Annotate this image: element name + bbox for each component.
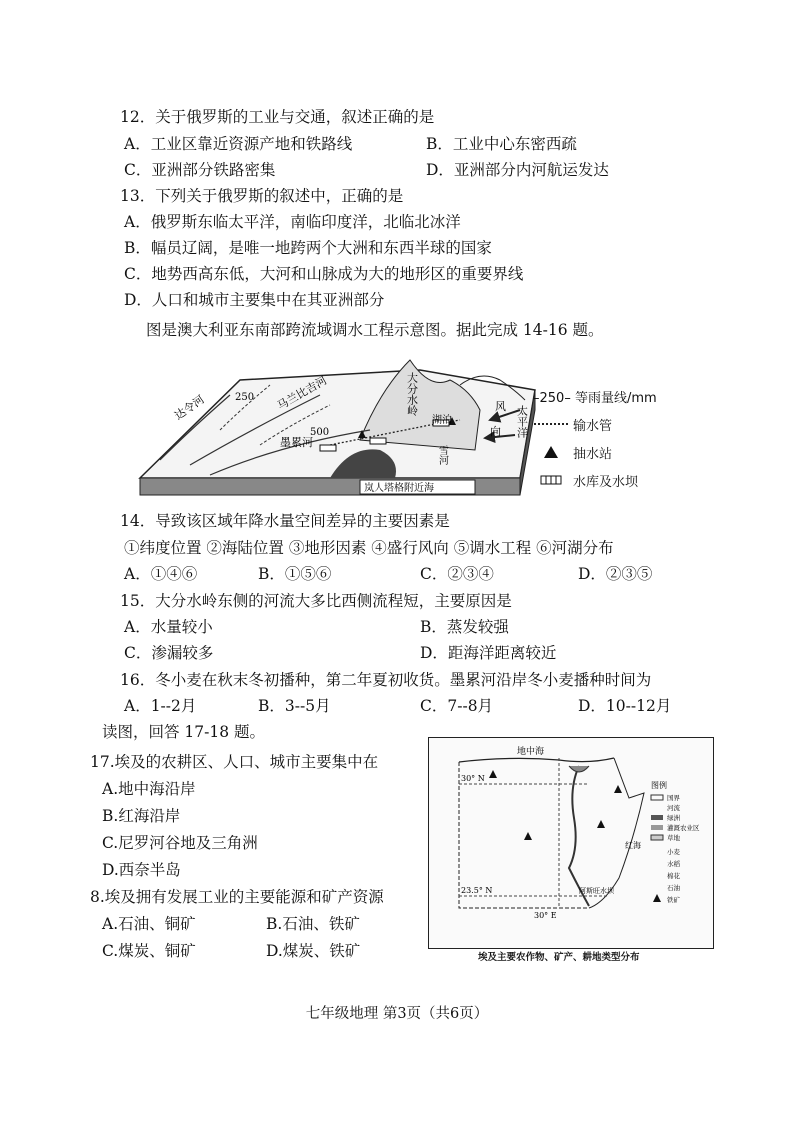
q18-option-a: A.石油、铜矿 bbox=[102, 915, 196, 933]
legend-isohyet bbox=[533, 385, 657, 407]
q14-stem: 14．导致该区域年降水量空间差异的主要因素是 bbox=[120, 512, 450, 530]
q13-option-c: C．地势西高东低，大河和山脉成为大的地形区的重要界线 bbox=[124, 265, 524, 283]
water-transfer-diagram bbox=[130, 350, 550, 500]
label-range: 大分水岭 bbox=[405, 372, 419, 416]
label-lake: 湖泊 bbox=[432, 415, 452, 426]
svg-text:河流: 河流 bbox=[667, 804, 680, 812]
svg-text:水稻: 水稻 bbox=[667, 860, 680, 868]
legend-pipe bbox=[533, 413, 657, 435]
diagram-legend bbox=[533, 385, 657, 497]
label-toward: 向 bbox=[490, 425, 501, 438]
page-footer: 七年级地理 第3页（共6页） bbox=[305, 1006, 489, 1022]
label-murrumbidgee: 马兰比吉河 bbox=[275, 373, 330, 413]
q17-option-a: A.地中海沿岸 bbox=[102, 780, 196, 798]
svg-text:石油: 石油 bbox=[667, 884, 680, 892]
q15-option-c: C．渗漏较多 bbox=[124, 644, 214, 662]
q17-stem: 17.埃及的农耕区、人口、城市主要集中在 bbox=[90, 753, 379, 771]
svg-text:小麦: 小麦 bbox=[667, 848, 680, 856]
q12-option-d: D．亚洲部分内河航运发达 bbox=[426, 161, 609, 179]
label-pacific: 太平洋 bbox=[515, 405, 529, 438]
q17-option-b: B.红海沿岸 bbox=[102, 807, 181, 825]
q16-option-d: D．10--12月 bbox=[578, 697, 672, 715]
svg-text:草地: 草地 bbox=[667, 834, 680, 842]
label-gulf: 岚人塔格附近海 bbox=[364, 483, 434, 494]
q18-stem: 8.埃及拥有发展工业的主要能源和矿产资源 bbox=[90, 888, 384, 906]
reservoir-dam-icon bbox=[533, 475, 569, 485]
q13-option-b: B．幅员辽阔，是唯一地跨两个大洲和东西半球的国家 bbox=[124, 239, 492, 257]
q15-option-d: D．距海洋距离较近 bbox=[420, 644, 557, 662]
q16-option-a: A．1--2月 bbox=[124, 697, 197, 715]
legend-dam bbox=[533, 469, 657, 491]
label-dam: 阿斯旺水坝 bbox=[579, 887, 614, 895]
q14-factors: ①纬度位置 ②海陆位置 ③地形因素 ④盛行风向 ⑤调水工程 ⑥河湖分布 bbox=[124, 539, 614, 557]
q14-option-b: B．①⑤⑥ bbox=[258, 565, 332, 583]
label-darling: 达令河 bbox=[172, 392, 207, 423]
legend-pump-text: 抽水站 bbox=[573, 446, 613, 462]
label-lon30: 30° E bbox=[534, 911, 557, 920]
q16-option-b: B．3--5月 bbox=[258, 697, 331, 715]
label-mediterranean: 地中海 bbox=[517, 747, 545, 757]
intro-17-18: 读图，回答 17-18 题。 bbox=[102, 723, 266, 741]
pump-station-icon bbox=[533, 446, 569, 458]
q15-stem: 15．大分水岭东侧的河流大多比西侧流程短，主要原因是 bbox=[120, 592, 512, 610]
label-iso500: 500 bbox=[310, 427, 330, 438]
legend-pump bbox=[533, 441, 657, 463]
q16-option-c: C．7--8月 bbox=[420, 697, 494, 715]
q18-option-c: C.煤炭、铜矿 bbox=[102, 942, 196, 960]
svg-text:铁矿: 铁矿 bbox=[667, 896, 680, 904]
egypt-legend-title: 图例 bbox=[651, 781, 667, 790]
label-snowy: 雪河 bbox=[436, 445, 448, 465]
q12-stem: 12．关于俄罗斯的工业与交通，叙述正确的是 bbox=[120, 108, 435, 126]
q13-option-d: D．人口和城市主要集中在其亚洲部分 bbox=[124, 291, 385, 309]
intro-14-16: 图是澳大利亚东南部跨流域调水工程示意图。据此完成 14-16 题。 bbox=[146, 321, 604, 339]
q16-stem: 16．冬小麦在秋末冬初播种，第二年夏初收货。墨累河沿岸冬小麦播种时间为 bbox=[120, 671, 652, 689]
pipe-icon bbox=[533, 421, 569, 427]
q14-option-c: C．②③④ bbox=[420, 565, 494, 583]
label-lat235: 23.5° N bbox=[461, 886, 493, 895]
q12-option-b: B．工业中心东密西疏 bbox=[426, 135, 577, 153]
reservoir-dam-icon bbox=[370, 438, 386, 444]
q15-option-b: B．蒸发较强 bbox=[420, 618, 509, 636]
label-wind: 风 bbox=[495, 400, 506, 413]
q18-option-d: D.煤炭、铁矿 bbox=[266, 942, 361, 960]
label-murray: 墨累河 bbox=[280, 436, 313, 449]
q12-option-c: C．亚洲部分铁路密集 bbox=[124, 161, 276, 179]
q15-option-a: A．水量较小 bbox=[124, 618, 213, 636]
q14-option-a: A．①④⑥ bbox=[124, 565, 198, 583]
q18-option-b: B.石油、铁矿 bbox=[266, 915, 360, 933]
egypt-map-caption: 埃及主要农作物、矿产、耕地类型分布 bbox=[478, 952, 640, 963]
svg-text:国界: 国界 bbox=[667, 794, 680, 802]
legend-pipe-text: 输水管 bbox=[573, 418, 613, 434]
q13-option-a: A．俄罗斯东临太平洋，南临印度洋，北临北冰洋 bbox=[124, 213, 461, 231]
q14-option-d: D．②③⑤ bbox=[578, 565, 653, 583]
label-iso250: 250 bbox=[235, 392, 255, 403]
svg-text:棉花: 棉花 bbox=[667, 872, 680, 880]
q17-option-c: C.尼罗河谷地及三角洲 bbox=[102, 834, 258, 852]
svg-text:绿洲: 绿洲 bbox=[667, 814, 680, 822]
reservoir-dam-icon bbox=[320, 445, 336, 451]
legend-isohyet-text: –250– 等雨量线/mm bbox=[533, 390, 657, 406]
svg-text:灌溉农业区: 灌溉农业区 bbox=[667, 824, 700, 832]
q13-stem: 13．下列关于俄罗斯的叙述中，正确的是 bbox=[120, 187, 404, 205]
q12-option-a: A．工业区靠近资源产地和铁路线 bbox=[124, 135, 353, 153]
label-red-sea: 红海 bbox=[625, 841, 641, 850]
q17-option-d: D.西奈半岛 bbox=[102, 861, 181, 879]
legend-dam-text: 水库及水坝 bbox=[573, 474, 639, 490]
label-lat30: 30° N bbox=[461, 774, 485, 783]
egypt-map bbox=[428, 737, 714, 949]
